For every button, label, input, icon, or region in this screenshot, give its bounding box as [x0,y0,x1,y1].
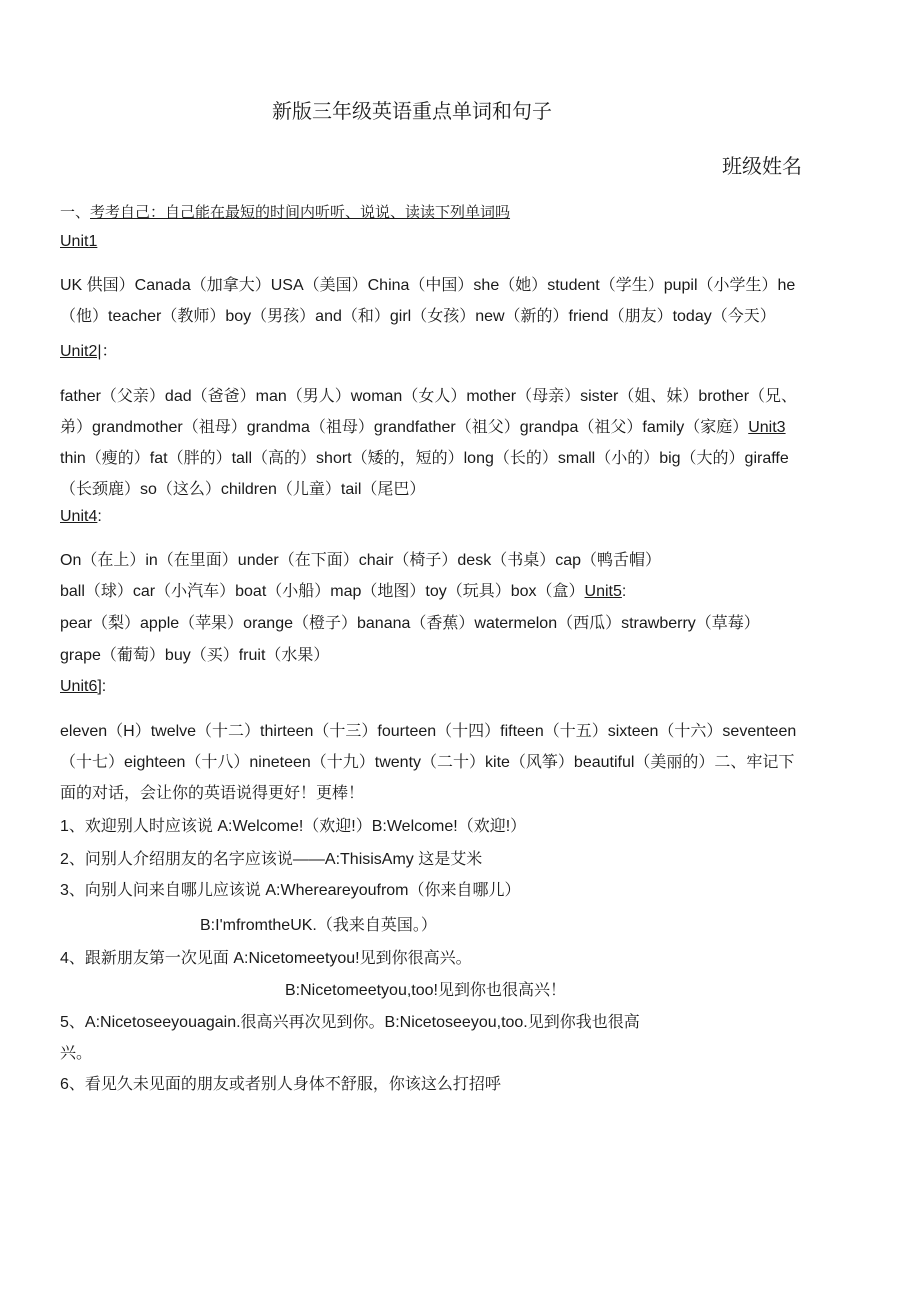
unit2-colon: ： [101,343,118,360]
dialogue-4-reply: B:Nicetomeetyou,too!见到你也很高兴！ [285,982,566,999]
unit6-heading [60,678,106,696]
unit6-line-3: 面的对话，会让你的英语说得更好！更棒！ [60,785,365,802]
dialogue-2: 2、问别人介绍朋友的名字应该说——A:ThisisAmy 这是艾米 [60,851,483,868]
unit2-label: Unit2| [60,343,102,360]
unit6-colon: : [101,678,107,695]
unit6-label: Unit6] [60,678,102,695]
unit6-line-1: eleven（H）twelve（十二）thirteen（十三）fourteen（十四）fifteen（十五）sixteen（十六）seventeen [60,723,797,740]
unit3-label: Unit3 [748,419,786,436]
unit4-line-2-text: ball（球）car（小汽车）boat（小船）map（地图）toy（玩具）box（盒） [60,583,585,600]
unit1-line-1: UK 供国）Canada（加拿大）USA（美国）China（中国）she（她）student（学生）pupil（小学生）he [60,277,796,294]
dialogue-6: 6、看见久未见面的朋友或者别人身体不舒服，你该这么打招呼 [60,1076,501,1093]
unit2-line-2-text: 弟）grandmother（祖母）grandma（祖母）grandfather（祖父）grandpa（祖父）family（家庭） [60,419,749,436]
unit2-line-2 [60,414,786,437]
unit5-label: Unit5 [584,583,622,600]
section-1-prefix: 一、 [60,203,91,221]
section-1-title: 考考自己：自己能在最短的时间内听听、说说、读读下列单词吗 [90,203,511,221]
unit3-line-2: （长颈鹿）so（这么）children（儿童）tail（尾巴） [60,481,426,498]
unit6-line-2: （十七）eighteen（十八）nineteen（十九）twenty（二十）kite（风筝）beautiful（美丽的）二、牢记下 [60,754,795,771]
unit4-line-2 [60,578,626,601]
dialogue-3: 3、向别人问来自哪儿应该说 A:Whereareyoufrom（你来自哪儿） [60,882,521,899]
unit1-label: Unit1 [60,233,98,250]
unit2-heading [60,338,118,361]
dialogue-4: 4、跟新朋友第一次见面 A:Nicetomeetyou!见到你很高兴。 [60,950,472,967]
dialogue-3-reply: B:I'mfromtheUK.（我来自英国。） [200,917,437,934]
section-1-heading [60,201,510,222]
unit5-line-1: pear（梨）apple（苹果）orange（橙子）banana（香蕉）watermelon（西瓜）strawberry（草莓） [60,615,760,632]
class-name-label: 班级姓名 [722,154,802,178]
unit1-line-2: （他）teacher（教师）boy（男孩）and（和）girl（女孩）new（新的）friend（朋友）today（今天） [60,308,776,325]
unit5-line-2: grape（葡萄）buy（买）fruit（水果） [60,647,330,664]
unit3-line-1: thin（瘦的）fat（胖的）tall（高的）short（矮的，短的）long（长的）small（小的）big（大的）giraffe [60,450,789,467]
dialogue-1: 1、欢迎别人时应该说 A:Welcome!（欢迎!）B:Welcome!（欢迎!） [60,818,527,835]
unit4-colon: : [97,508,102,525]
dialogue-5: 5、A:Nicetoseeyouagain.很高兴再次见到你。B:Nicetoseeyou,too.见到你我也很高 [60,1014,640,1031]
unit4-heading [60,508,102,526]
unit4-label: Unit4 [60,508,98,525]
dialogue-5-cont: 兴。 [60,1045,93,1062]
unit2-line-1: father（父亲）dad（爸爸）man（男人）woman（女人）mother（母亲）sister（姐、妹）brother（兄、 [60,388,798,405]
unit5-colon: : [621,583,627,600]
page-title: 新版三年级英语重点单词和句子 [272,99,552,123]
unit4-line-1: On（在上）in（在里面）under（在下面）chair（椅子）desk（书桌）cap（鸭舌帽） [60,552,661,569]
